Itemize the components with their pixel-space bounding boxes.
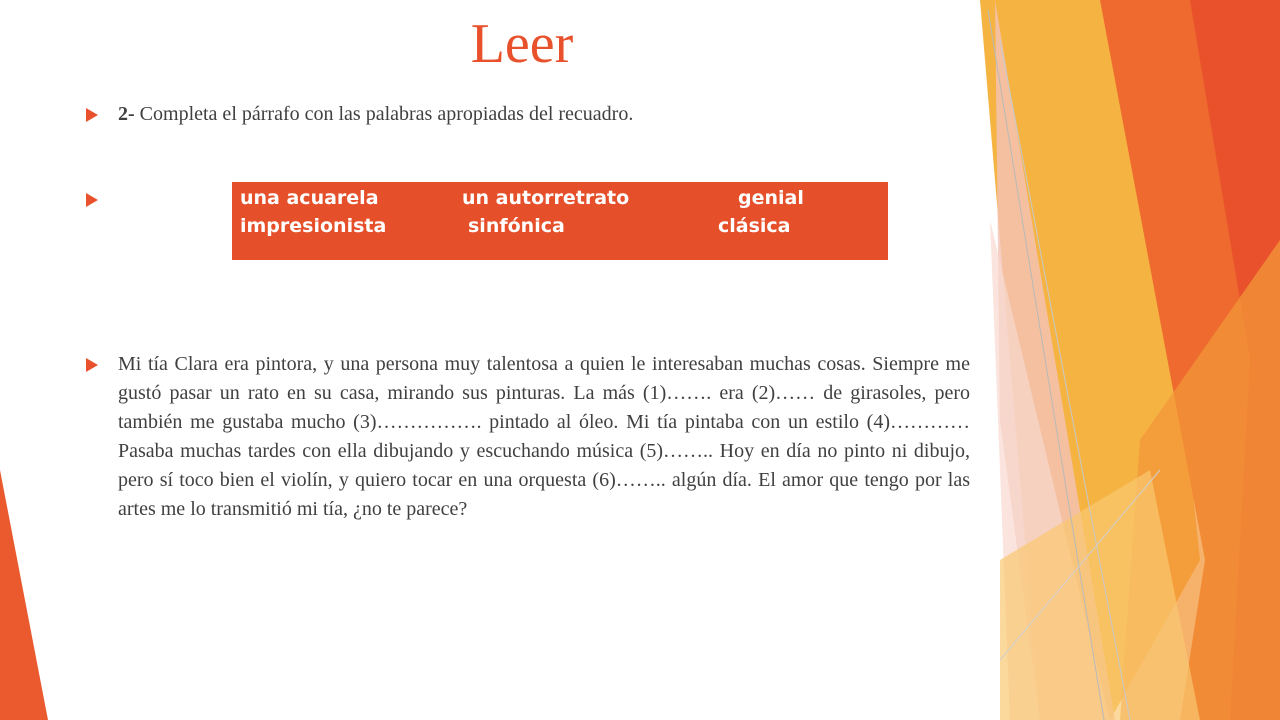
exercise-paragraph: Mi tía Clara era pintora, y una persona muy talentosa a quien le interesaban muchas cosas. Siempre me gustó pasar un rato en su casa, mirando sus pinturas. La más (1)……. era (2)…… de girasoles, pero también me gustaba mucho (3)……………. pintado al óleo. Mi tía pintaba con un estilo (4)………… Pasaba muchas tardes con ella dibujando y escuchando música (5)…….. Hoy en día no pinto ni dibujo, pero sí toco bien el violín, y quiero tocar en una orquesta (6)…….. algún día. El amor que tengo por las artes me lo transmitió mi tía, ¿no te parece? [118, 353, 970, 520]
instruction-body: Completa el párrafo con las palabras apropiadas del recuadro. [134, 103, 634, 125]
bullet-arrow-icon [86, 193, 98, 207]
word-bank-item: una acuarela [240, 187, 379, 209]
instruction-number: 2- [118, 103, 135, 125]
bullet-arrow-icon [86, 108, 98, 122]
word-bank-item: impresionista [240, 215, 387, 237]
bullet-arrow-icon [86, 358, 98, 372]
word-bank-item: sinfónica [468, 215, 565, 237]
word-bank-box [232, 182, 888, 260]
word-bank-item: clásica [718, 215, 791, 237]
slide-title: Leer [470, 13, 574, 75]
left-decorative-triangle [0, 470, 48, 720]
word-bank-item: un autorretrato [462, 187, 630, 209]
instruction-text [118, 100, 633, 128]
word-bank-item: genial [738, 187, 804, 209]
